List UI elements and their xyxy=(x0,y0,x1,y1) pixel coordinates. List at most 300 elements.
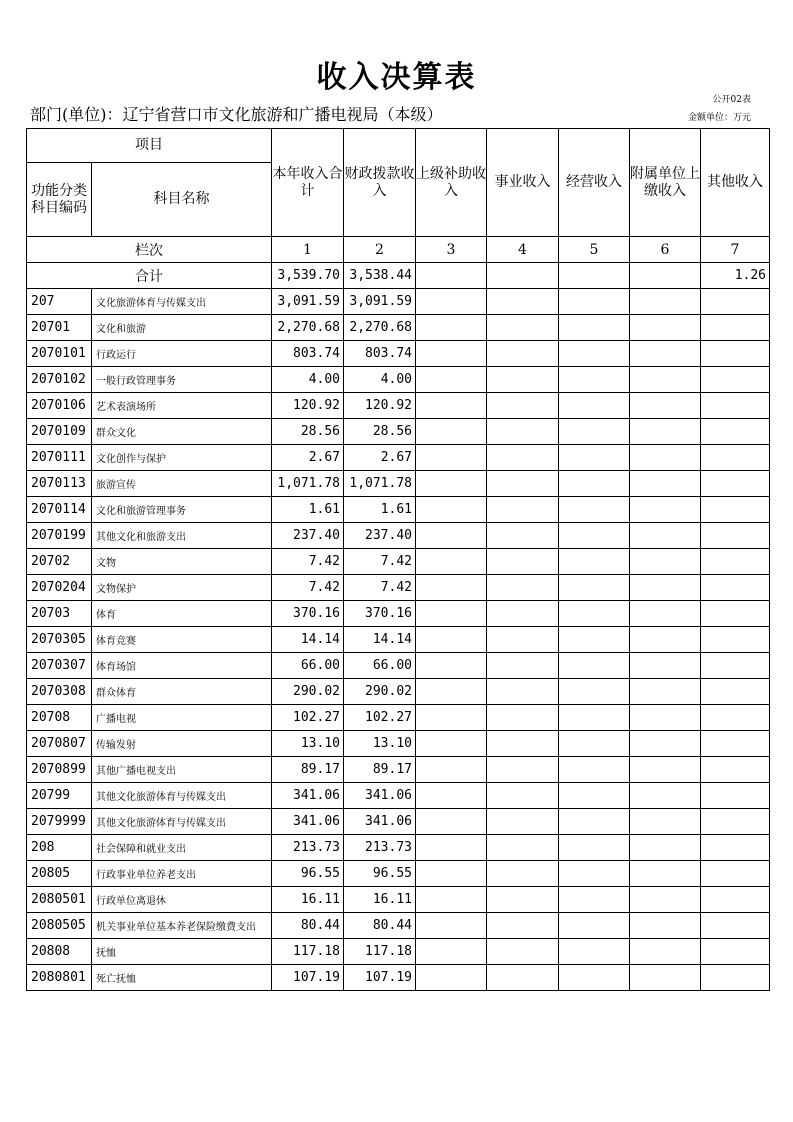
table-row xyxy=(27,393,770,419)
table-row xyxy=(27,731,770,757)
column-number-label: 栏次 xyxy=(27,237,272,263)
cell-code: 20703 xyxy=(27,601,92,627)
cell-other xyxy=(701,913,770,939)
cell-superior-subsidy xyxy=(416,627,487,653)
cell-superior-subsidy xyxy=(416,367,487,393)
cell-subject-name: 行政单位离退休 xyxy=(92,887,272,913)
cell-other xyxy=(701,705,770,731)
cell-other xyxy=(701,445,770,471)
cell-code: 2070102 xyxy=(27,367,92,393)
table-row xyxy=(27,523,770,549)
cell-affiliated xyxy=(630,419,701,445)
cell-total-income: 7.42 xyxy=(272,549,344,575)
cell-superior-subsidy xyxy=(416,601,487,627)
table-row xyxy=(27,861,770,887)
table-row xyxy=(27,809,770,835)
cell-operating xyxy=(559,419,630,445)
cell-business xyxy=(487,835,559,861)
cell-other xyxy=(701,549,770,575)
table-row xyxy=(27,289,770,315)
cell-code: 2070109 xyxy=(27,419,92,445)
cell-subject-name: 传输发射 xyxy=(92,731,272,757)
cell-affiliated xyxy=(630,549,701,575)
cell-fiscal: 1,071.78 xyxy=(344,471,416,497)
cell-affiliated xyxy=(630,679,701,705)
table-row xyxy=(27,341,770,367)
cell-affiliated xyxy=(630,575,701,601)
cell-code: 20808 xyxy=(27,939,92,965)
cell-fiscal: 107.19 xyxy=(344,965,416,991)
cell-business xyxy=(487,653,559,679)
cell-business xyxy=(487,887,559,913)
cell-superior-subsidy xyxy=(416,887,487,913)
income-table xyxy=(26,128,770,991)
cell-superior-subsidy xyxy=(416,757,487,783)
cell-code: 2070305 xyxy=(27,627,92,653)
cell-superior-subsidy xyxy=(416,549,487,575)
cell-business xyxy=(487,315,559,341)
cell-business xyxy=(487,575,559,601)
cell-affiliated xyxy=(630,445,701,471)
cell-subject-name: 其他文化和旅游支出 xyxy=(92,523,272,549)
cell-code: 2070114 xyxy=(27,497,92,523)
table-row xyxy=(27,965,770,991)
cell-code: 2070807 xyxy=(27,731,92,757)
form-number: 公开02表 xyxy=(712,95,751,105)
table-row xyxy=(27,575,770,601)
cell-total-income: 102.27 xyxy=(272,705,344,731)
amount-unit: 金额单位：万元 xyxy=(687,113,751,123)
cell-fiscal: 14.14 xyxy=(344,627,416,653)
total-superior-subsidy-value xyxy=(416,263,487,289)
column-number: 1 xyxy=(272,237,344,263)
cell-subject-name: 一般行政管理事务 xyxy=(92,367,272,393)
cell-business xyxy=(487,445,559,471)
cell-other xyxy=(701,835,770,861)
cell-operating xyxy=(559,471,630,497)
cell-affiliated xyxy=(630,809,701,835)
table-row xyxy=(27,315,770,341)
cell-code: 2070106 xyxy=(27,393,92,419)
cell-fiscal: 237.40 xyxy=(344,523,416,549)
cell-operating xyxy=(559,861,630,887)
cell-fiscal: 803.74 xyxy=(344,341,416,367)
header-other: 其他收入 xyxy=(701,129,770,237)
header-fiscal: 财政拨款收入 xyxy=(344,129,416,237)
cell-code: 2080505 xyxy=(27,913,92,939)
cell-affiliated xyxy=(630,705,701,731)
cell-subject-name: 抚恤 xyxy=(92,939,272,965)
column-number-row xyxy=(27,237,770,263)
cell-superior-subsidy xyxy=(416,705,487,731)
header-business: 事业收入 xyxy=(487,129,559,237)
cell-affiliated xyxy=(630,393,701,419)
cell-business xyxy=(487,627,559,653)
cell-other xyxy=(701,289,770,315)
cell-affiliated xyxy=(630,653,701,679)
cell-fiscal: 89.17 xyxy=(344,757,416,783)
cell-business xyxy=(487,367,559,393)
cell-fiscal: 120.92 xyxy=(344,393,416,419)
table-row xyxy=(27,367,770,393)
cell-business xyxy=(487,913,559,939)
cell-subject-name: 其他广播电视支出 xyxy=(92,757,272,783)
cell-superior-subsidy xyxy=(416,445,487,471)
cell-business xyxy=(487,861,559,887)
table-row xyxy=(27,627,770,653)
cell-subject-name: 广播电视 xyxy=(92,705,272,731)
cell-total-income: 117.18 xyxy=(272,939,344,965)
table-row xyxy=(27,445,770,471)
header-affiliated: 附属单位上缴收入 xyxy=(630,129,701,237)
cell-subject-name: 体育 xyxy=(92,601,272,627)
cell-business xyxy=(487,679,559,705)
cell-fiscal: 341.06 xyxy=(344,809,416,835)
header-total-income: 本年收入合计 xyxy=(272,129,344,237)
cell-operating xyxy=(559,653,630,679)
cell-other xyxy=(701,575,770,601)
cell-total-income: 7.42 xyxy=(272,575,344,601)
cell-superior-subsidy xyxy=(416,731,487,757)
cell-total-income: 803.74 xyxy=(272,341,344,367)
header-operating: 经营收入 xyxy=(559,129,630,237)
cell-operating xyxy=(559,939,630,965)
cell-fiscal: 290.02 xyxy=(344,679,416,705)
cell-affiliated xyxy=(630,523,701,549)
cell-fiscal: 3,091.59 xyxy=(344,289,416,315)
cell-business xyxy=(487,497,559,523)
cell-superior-subsidy xyxy=(416,497,487,523)
header-subject-name: 科目名称 xyxy=(92,163,272,237)
cell-subject-name: 文化和旅游管理事务 xyxy=(92,497,272,523)
cell-subject-name: 体育场馆 xyxy=(92,653,272,679)
cell-affiliated xyxy=(630,289,701,315)
cell-operating xyxy=(559,965,630,991)
cell-affiliated xyxy=(630,731,701,757)
cell-operating xyxy=(559,497,630,523)
cell-subject-name: 文化旅游体育与传媒支出 xyxy=(92,289,272,315)
cell-operating xyxy=(559,289,630,315)
cell-operating xyxy=(559,731,630,757)
cell-fiscal: 80.44 xyxy=(344,913,416,939)
cell-superior-subsidy xyxy=(416,783,487,809)
cell-superior-subsidy xyxy=(416,289,487,315)
cell-operating xyxy=(559,549,630,575)
table-row xyxy=(27,471,770,497)
cell-total-income: 96.55 xyxy=(272,861,344,887)
header-superior-subsidy: 上级补助收入 xyxy=(416,129,487,237)
cell-total-income: 3,091.59 xyxy=(272,289,344,315)
cell-code: 20799 xyxy=(27,783,92,809)
column-number: 7 xyxy=(701,237,770,263)
cell-code: 2070199 xyxy=(27,523,92,549)
cell-subject-name: 群众体育 xyxy=(92,679,272,705)
cell-operating xyxy=(559,627,630,653)
cell-other xyxy=(701,627,770,653)
total-row xyxy=(27,263,770,289)
table-row xyxy=(27,757,770,783)
cell-subject-name: 文化和旅游 xyxy=(92,315,272,341)
cell-affiliated xyxy=(630,965,701,991)
cell-subject-name: 旅游宣传 xyxy=(92,471,272,497)
cell-operating xyxy=(559,835,630,861)
column-number: 6 xyxy=(630,237,701,263)
cell-subject-name: 文物 xyxy=(92,549,272,575)
column-number: 4 xyxy=(487,237,559,263)
cell-fiscal: 7.42 xyxy=(344,549,416,575)
page-title: 收入决算表 xyxy=(316,60,477,95)
header-project: 项目 xyxy=(27,129,272,163)
cell-superior-subsidy xyxy=(416,835,487,861)
table-row xyxy=(27,679,770,705)
cell-fiscal: 4.00 xyxy=(344,367,416,393)
table-row xyxy=(27,939,770,965)
cell-fiscal: 28.56 xyxy=(344,419,416,445)
cell-subject-name: 行政运行 xyxy=(92,341,272,367)
cell-affiliated xyxy=(630,471,701,497)
cell-total-income: 237.40 xyxy=(272,523,344,549)
cell-business xyxy=(487,757,559,783)
cell-other xyxy=(701,757,770,783)
cell-code: 20701 xyxy=(27,315,92,341)
total-business-value xyxy=(487,263,559,289)
cell-total-income: 213.73 xyxy=(272,835,344,861)
cell-operating xyxy=(559,809,630,835)
cell-total-income: 66.00 xyxy=(272,653,344,679)
cell-operating xyxy=(559,705,630,731)
cell-code: 2070101 xyxy=(27,341,92,367)
cell-code: 2079999 xyxy=(27,809,92,835)
cell-other xyxy=(701,939,770,965)
cell-affiliated xyxy=(630,601,701,627)
cell-operating xyxy=(559,575,630,601)
cell-superior-subsidy xyxy=(416,653,487,679)
column-number: 5 xyxy=(559,237,630,263)
cell-affiliated xyxy=(630,627,701,653)
cell-fiscal: 2,270.68 xyxy=(344,315,416,341)
cell-business xyxy=(487,965,559,991)
cell-operating xyxy=(559,315,630,341)
cell-fiscal: 96.55 xyxy=(344,861,416,887)
column-number: 3 xyxy=(416,237,487,263)
cell-other xyxy=(701,341,770,367)
cell-business xyxy=(487,549,559,575)
cell-subject-name: 社会保障和就业支出 xyxy=(92,835,272,861)
table-row xyxy=(27,419,770,445)
cell-code: 2080501 xyxy=(27,887,92,913)
cell-affiliated xyxy=(630,367,701,393)
cell-total-income: 1.61 xyxy=(272,497,344,523)
total-other-value: 1.26 xyxy=(701,263,770,289)
cell-total-income: 370.16 xyxy=(272,601,344,627)
cell-superior-subsidy xyxy=(416,679,487,705)
cell-total-income: 4.00 xyxy=(272,367,344,393)
cell-other xyxy=(701,367,770,393)
cell-code: 20805 xyxy=(27,861,92,887)
cell-subject-name: 行政事业单位养老支出 xyxy=(92,861,272,887)
cell-other xyxy=(701,783,770,809)
cell-fiscal: 213.73 xyxy=(344,835,416,861)
cell-total-income: 2.67 xyxy=(272,445,344,471)
cell-superior-subsidy xyxy=(416,809,487,835)
cell-total-income: 341.06 xyxy=(272,809,344,835)
cell-affiliated xyxy=(630,913,701,939)
cell-fiscal: 66.00 xyxy=(344,653,416,679)
cell-code: 2070204 xyxy=(27,575,92,601)
cell-other xyxy=(701,523,770,549)
cell-affiliated xyxy=(630,315,701,341)
cell-other xyxy=(701,471,770,497)
cell-other xyxy=(701,315,770,341)
cell-code: 2070307 xyxy=(27,653,92,679)
cell-superior-subsidy xyxy=(416,861,487,887)
cell-superior-subsidy xyxy=(416,965,487,991)
table-row xyxy=(27,497,770,523)
cell-fiscal: 341.06 xyxy=(344,783,416,809)
cell-superior-subsidy xyxy=(416,341,487,367)
cell-other xyxy=(701,965,770,991)
cell-code: 2080801 xyxy=(27,965,92,991)
cell-business xyxy=(487,341,559,367)
cell-operating xyxy=(559,887,630,913)
cell-operating xyxy=(559,445,630,471)
total-fiscal-value: 3,538.44 xyxy=(344,263,416,289)
cell-affiliated xyxy=(630,341,701,367)
cell-code: 2070308 xyxy=(27,679,92,705)
cell-code: 20708 xyxy=(27,705,92,731)
cell-business xyxy=(487,289,559,315)
total-income-value: 3,539.70 xyxy=(272,263,344,289)
table-row xyxy=(27,835,770,861)
cell-code: 2070899 xyxy=(27,757,92,783)
cell-business xyxy=(487,939,559,965)
cell-subject-name: 机关事业单位基本养老保险缴费支出 xyxy=(92,913,272,939)
cell-other xyxy=(701,393,770,419)
cell-code: 208 xyxy=(27,835,92,861)
cell-operating xyxy=(559,783,630,809)
cell-operating xyxy=(559,757,630,783)
table-row xyxy=(27,601,770,627)
cell-affiliated xyxy=(630,939,701,965)
cell-affiliated xyxy=(630,835,701,861)
cell-other xyxy=(701,679,770,705)
cell-total-income: 2,270.68 xyxy=(272,315,344,341)
cell-total-income: 290.02 xyxy=(272,679,344,705)
cell-superior-subsidy xyxy=(416,315,487,341)
cell-subject-name: 其他文化旅游体育与传媒支出 xyxy=(92,809,272,835)
cell-other xyxy=(701,653,770,679)
cell-fiscal: 13.10 xyxy=(344,731,416,757)
cell-business xyxy=(487,601,559,627)
cell-other xyxy=(701,887,770,913)
cell-business xyxy=(487,471,559,497)
cell-superior-subsidy xyxy=(416,523,487,549)
table-row xyxy=(27,913,770,939)
cell-subject-name: 文化创作与保护 xyxy=(92,445,272,471)
cell-other xyxy=(701,861,770,887)
cell-operating xyxy=(559,341,630,367)
total-label: 合计 xyxy=(27,263,272,289)
cell-code: 2070113 xyxy=(27,471,92,497)
cell-total-income: 1,071.78 xyxy=(272,471,344,497)
cell-operating xyxy=(559,367,630,393)
cell-subject-name: 艺术表演场所 xyxy=(92,393,272,419)
header-func-code: 功能分类科目编码 xyxy=(27,163,92,237)
cell-other xyxy=(701,601,770,627)
cell-business xyxy=(487,419,559,445)
cell-total-income: 107.19 xyxy=(272,965,344,991)
column-number: 2 xyxy=(344,237,416,263)
cell-superior-subsidy xyxy=(416,471,487,497)
cell-fiscal: 16.11 xyxy=(344,887,416,913)
cell-business xyxy=(487,523,559,549)
cell-business xyxy=(487,731,559,757)
cell-total-income: 16.11 xyxy=(272,887,344,913)
cell-total-income: 89.17 xyxy=(272,757,344,783)
cell-fiscal: 7.42 xyxy=(344,575,416,601)
cell-subject-name: 体育竞赛 xyxy=(92,627,272,653)
cell-affiliated xyxy=(630,783,701,809)
cell-fiscal: 370.16 xyxy=(344,601,416,627)
cell-other xyxy=(701,419,770,445)
cell-fiscal: 1.61 xyxy=(344,497,416,523)
cell-total-income: 120.92 xyxy=(272,393,344,419)
cell-affiliated xyxy=(630,887,701,913)
cell-business xyxy=(487,783,559,809)
table-row xyxy=(27,653,770,679)
cell-subject-name: 群众文化 xyxy=(92,419,272,445)
table-row xyxy=(27,705,770,731)
cell-superior-subsidy xyxy=(416,939,487,965)
cell-business xyxy=(487,809,559,835)
cell-subject-name: 文物保护 xyxy=(92,575,272,601)
cell-business xyxy=(487,705,559,731)
cell-affiliated xyxy=(630,757,701,783)
table-row xyxy=(27,783,770,809)
table-row xyxy=(27,549,770,575)
total-operating-value xyxy=(559,263,630,289)
cell-total-income: 28.56 xyxy=(272,419,344,445)
cell-affiliated xyxy=(630,497,701,523)
cell-operating xyxy=(559,393,630,419)
cell-other xyxy=(701,731,770,757)
cell-fiscal: 102.27 xyxy=(344,705,416,731)
cell-other xyxy=(701,809,770,835)
cell-superior-subsidy xyxy=(416,393,487,419)
cell-code: 20702 xyxy=(27,549,92,575)
cell-subject-name: 其他文化旅游体育与传媒支出 xyxy=(92,783,272,809)
cell-superior-subsidy xyxy=(416,419,487,445)
cell-superior-subsidy xyxy=(416,913,487,939)
cell-total-income: 341.06 xyxy=(272,783,344,809)
table-row xyxy=(27,887,770,913)
cell-operating xyxy=(559,523,630,549)
cell-code: 207 xyxy=(27,289,92,315)
cell-code: 2070111 xyxy=(27,445,92,471)
cell-operating xyxy=(559,601,630,627)
cell-fiscal: 117.18 xyxy=(344,939,416,965)
cell-total-income: 14.14 xyxy=(272,627,344,653)
department-label: 部门(单位)：辽宁省营口市文化旅游和广播电视局（本级） xyxy=(30,105,443,124)
cell-subject-name: 死亡抚恤 xyxy=(92,965,272,991)
cell-operating xyxy=(559,679,630,705)
cell-operating xyxy=(559,913,630,939)
cell-affiliated xyxy=(630,861,701,887)
cell-business xyxy=(487,393,559,419)
cell-total-income: 80.44 xyxy=(272,913,344,939)
total-affiliated-value xyxy=(630,263,701,289)
cell-total-income: 13.10 xyxy=(272,731,344,757)
